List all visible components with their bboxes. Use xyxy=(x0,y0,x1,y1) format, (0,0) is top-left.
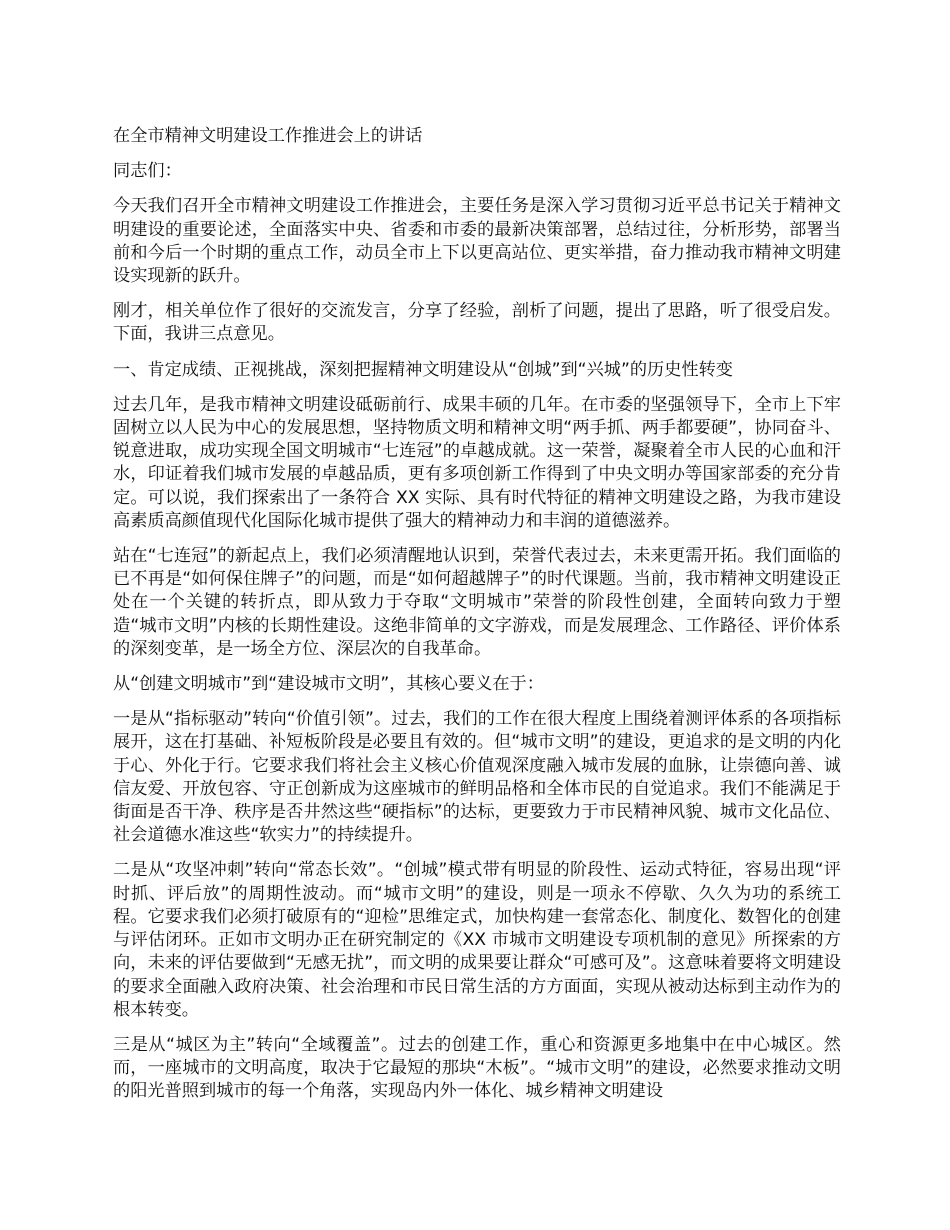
salutation: 同志们： xyxy=(113,161,182,182)
paragraph-core-meaning: 从“创建文明城市”到“建设城市文明”，其核心要义在于： xyxy=(113,674,544,695)
section-heading-1: 一、肯定成绩、正视挑战，深刻把握精神文明建设从“创城”到“兴城”的历史性转变 xyxy=(113,359,733,380)
document-title: 在全市精神文明建设工作推进会上的讲话 xyxy=(113,126,423,146)
paragraph-intro: 今天我们召开全市精神文明建设工作推进会，主要任务是深入学习贯彻习近平总书记关于精神文明建设的重要论述，全面落实中央、省委和市委的最新决策部署，总结过往，分析形势，部署当前和今后一个时期的重点工作，动员全市上下以更高站位、更实举措，奋力推动我市精神文明建设实现新的跃升。 xyxy=(113,196,841,287)
paragraph-point-one: 一是从“指标驱动”转向“价值引领”。过去，我们的工作在很大程度上围绕着测评体系的各项指标展开，这在打基础、补短板阶段是必要且有效的。但“城市文明”的建设，更追求的是文明的内化于心、外化于行。它要求我们将社会主义核心价值观深度融入城市发展的血脉，让崇德向善、诚信友爱、开放包容、守正创新成为这座城市的鲜明品格和全体市民的自觉追求。我们不能满足于街面是否干净、秩序是否井然这些“硬指标”的达标，更要致力于市民精神风貌、城市文化品位、社会道德水准这些“软实力”的持续提升。 xyxy=(113,709,841,846)
document-page xyxy=(113,125,841,1116)
paragraph-point-two: 二是从“攻坚冲刺”转向“常态长效”。“创城”模式带有明显的阶段性、运动式特征，容易出现“评时抓、评后放”的周期性波动。而“城市文明”的建设，则是一项永不停歇、久久为功的系统工程。它要求我们必须打破原有的“迎检”思维定式，加快构建一套常态化、制度化、数智化的创建与评估闭环。正如市文明办正在研究制定的《XX 市城市文明建设专项机制的意见》所探索的方向，未来的评估要做到“无感无扰”，而文明的成果要让群众“可感可及”。这意味着要将文明建设的要求全面融入政府决策、社会治理和市民日常生活的方方面面，实现从被动达标到主动作为的根本转变。 xyxy=(113,860,841,1020)
paragraph-new-starting-point: 站在“七连冠”的新起点上，我们必须清醒地认识到，荣誉代表过去，未来更需开拓。我们面临的已不再是“如何保住牌子”的问题，而是“如何超越牌子”的时代课题。当前，我市精神文明建设正处在一个关键的转折点，即从致力于夺取“文明城市”荣誉的阶段性创建，全面转向致力于塑造“城市文明”内核的长期性建设。这绝非简单的文字游戏，而是发展理念、工作路径、评价体系的深刻变革，是一场全方位、深层次的自我革命。 xyxy=(113,546,841,659)
paragraph-point-three: 三是从“城区为主”转向“全域覆盖”。过去的创建工作，重心和资源更多地集中在中心城区。然而，一座城市的文明高度，取决于它最短的那块“木板”。“城市文明”的建设，必然要求推动文明的阳光普照到城市的每一个角落，实现岛内外一体化、城乡精神文明建设 xyxy=(113,1034,841,1102)
paragraph-achievements: 过去几年，是我市精神文明建设砥砺前行、成果丰硕的几年。在市委的坚强领导下，全市上下牢固树立以人民为中心的发展思想，坚持物质文明和精神文明“两手抓、两手都要硬”，协同奋斗、锐意进取，成功实现全国文明城市“七连冠”的卓越成就。这一荣誉，凝聚着全市人民的心血和汗水，印证着我们城市发展的卓越品质，更有多项创新工作得到了中央文明办等国家部委的充分肯定。可以说，我们探索出了一条符合 XX 实际、具有时代特征的精神文明建设之路，为我市建设高素质高颜值现代化国际化城市提供了强大的精神动力和丰润的道德滋养。 xyxy=(113,394,841,531)
paragraph-transition: 刚才，相关单位作了很好的交流发言，分享了经验，剖析了问题，提出了思路，听了很受启发。下面，我讲三点意见。 xyxy=(113,301,841,345)
